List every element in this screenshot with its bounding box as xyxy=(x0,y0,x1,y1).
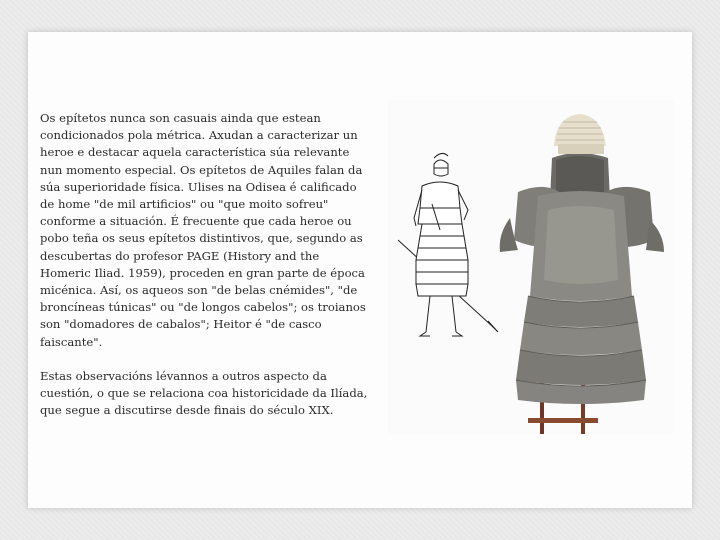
paragraph-epithets: Os epítetos nunca son casuais ainda que estean condicionados pola métrica. Axudan a caracterizar un heroe e destacar aquela característica súa relevante nun momento especial. Os epítetos de Aquiles falan da súa superioridade física. Ulises na Odisea é calificado de home "de mil artificios" ou "que moito sofreu" conforme a situación. É frecuente que cada heroe ou pobo teña os seus epítetos distintivos, que, segundo as descubertas do profesor PAGE (History and the Homeric Iliad. 1959), proceden en gran parte de época micénica. Así, os aqueos son "de belas cnémides", "de broncíneas túnicas" ou "de longos cabelos"; os troianos son "domadores de cabalos"; Heitor é "de casco faiscante". xyxy=(40,111,366,349)
body-text xyxy=(40,110,370,419)
armor-illustration xyxy=(388,100,674,434)
dendra-bronze-armor-icon xyxy=(500,114,664,404)
paragraph-historicity: Estas observacións lévannos a outros aspecto da cuestión, o que se relaciona coa historicidade da Ilíada, que segue a discutirse desde finais do século XIX. xyxy=(40,368,368,418)
armor-figure xyxy=(388,100,674,434)
mycenaean-warrior-drawing-icon xyxy=(398,153,498,336)
